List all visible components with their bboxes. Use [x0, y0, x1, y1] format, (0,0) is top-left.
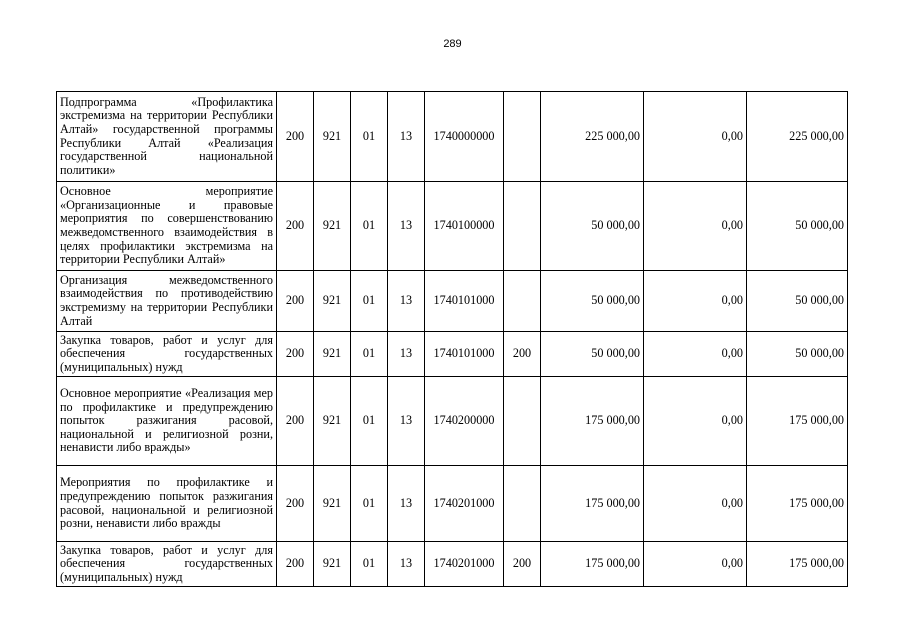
table-row: [57, 92, 848, 182]
row-name: Основное мероприятие «Реализация мер по профилактике и предупреждению попыток разжигания расовой, национальной и религиозной розни, ненависти либо вражды»: [57, 377, 277, 466]
amount-cell: 225 000,00: [747, 92, 848, 182]
expense-type-cell: 200: [504, 332, 541, 377]
target-article-cell: 1740100000: [425, 182, 504, 271]
table-row: [57, 182, 848, 271]
code-cell: 01: [351, 332, 388, 377]
code-cell: 921: [314, 542, 351, 587]
code-cell: 13: [388, 332, 425, 377]
expense-type-cell: 200: [504, 542, 541, 587]
target-article-cell: 1740200000: [425, 377, 504, 466]
code-cell: 13: [388, 182, 425, 271]
code-cell: 13: [388, 466, 425, 542]
code-cell: 200: [277, 377, 314, 466]
expense-type-cell: [504, 377, 541, 466]
amount-cell: 225 000,00: [541, 92, 644, 182]
code-cell: 921: [314, 466, 351, 542]
code-cell: 01: [351, 377, 388, 466]
target-article-cell: 1740000000: [425, 92, 504, 182]
table-row: [57, 271, 848, 332]
row-name: Подпрограмма «Профилактика экстремизма на территории Республики Алтай» государственной программы Республики Алтай «Реализация государственной национальной политики»: [57, 92, 277, 182]
code-cell: 921: [314, 377, 351, 466]
code-cell: 13: [388, 92, 425, 182]
code-cell: 921: [314, 92, 351, 182]
code-cell: 13: [388, 377, 425, 466]
code-cell: 01: [351, 271, 388, 332]
code-cell: 01: [351, 542, 388, 587]
code-cell: 13: [388, 271, 425, 332]
code-cell: 921: [314, 271, 351, 332]
code-cell: 01: [351, 182, 388, 271]
amount-cell: 0,00: [644, 332, 747, 377]
expense-type-cell: [504, 92, 541, 182]
code-cell: 921: [314, 182, 351, 271]
code-cell: 200: [277, 182, 314, 271]
amount-cell: 0,00: [644, 271, 747, 332]
code-cell: 200: [277, 332, 314, 377]
table-row: [57, 332, 848, 377]
amount-cell: 0,00: [644, 542, 747, 587]
amount-cell: 0,00: [644, 466, 747, 542]
amount-cell: 175 000,00: [747, 377, 848, 466]
amount-cell: 175 000,00: [747, 466, 848, 542]
amount-cell: 175 000,00: [541, 542, 644, 587]
target-article-cell: 1740201000: [425, 466, 504, 542]
code-cell: 200: [277, 466, 314, 542]
amount-cell: 0,00: [644, 92, 747, 182]
amount-cell: 50 000,00: [541, 332, 644, 377]
table-row: [57, 466, 848, 542]
code-cell: 200: [277, 542, 314, 587]
code-cell: 13: [388, 542, 425, 587]
expense-type-cell: [504, 466, 541, 542]
amount-cell: 50 000,00: [747, 332, 848, 377]
expense-type-cell: [504, 182, 541, 271]
table-row: [57, 542, 848, 587]
table-row: [57, 377, 848, 466]
row-name: Закупка товаров, работ и услуг для обеспечения государственных (муниципальных) нужд: [57, 332, 277, 377]
target-article-cell: 1740201000: [425, 542, 504, 587]
amount-cell: 175 000,00: [541, 377, 644, 466]
amount-cell: 0,00: [644, 377, 747, 466]
amount-cell: 50 000,00: [747, 182, 848, 271]
target-article-cell: 1740101000: [425, 271, 504, 332]
code-cell: 01: [351, 466, 388, 542]
expense-type-cell: [504, 271, 541, 332]
budget-table: [56, 91, 848, 587]
row-name: Основное мероприятие «Организационные и правовые мероприятия по совершенствованию межведомственного взаимодействия в целях профилактики экстремизма на территории Республики Алтай»: [57, 182, 277, 271]
amount-cell: 175 000,00: [747, 542, 848, 587]
code-cell: 200: [277, 271, 314, 332]
page-number: 289: [443, 38, 462, 50]
code-cell: 01: [351, 92, 388, 182]
row-name: Мероприятия по профилактике и предупреждению попыток разжигания расовой, национальной и религиозной розни, ненависти либо вражды: [57, 466, 277, 542]
amount-cell: 50 000,00: [747, 271, 848, 332]
code-cell: 921: [314, 332, 351, 377]
amount-cell: 175 000,00: [541, 466, 644, 542]
code-cell: 200: [277, 92, 314, 182]
row-name: Организация межведомственного взаимодействия по противодействию экстремизму на территории Республики Алтай: [57, 271, 277, 332]
amount-cell: 50 000,00: [541, 271, 644, 332]
amount-cell: 50 000,00: [541, 182, 644, 271]
row-name: Закупка товаров, работ и услуг для обеспечения государственных (муниципальных) нужд: [57, 542, 277, 587]
target-article-cell: 1740101000: [425, 332, 504, 377]
amount-cell: 0,00: [644, 182, 747, 271]
